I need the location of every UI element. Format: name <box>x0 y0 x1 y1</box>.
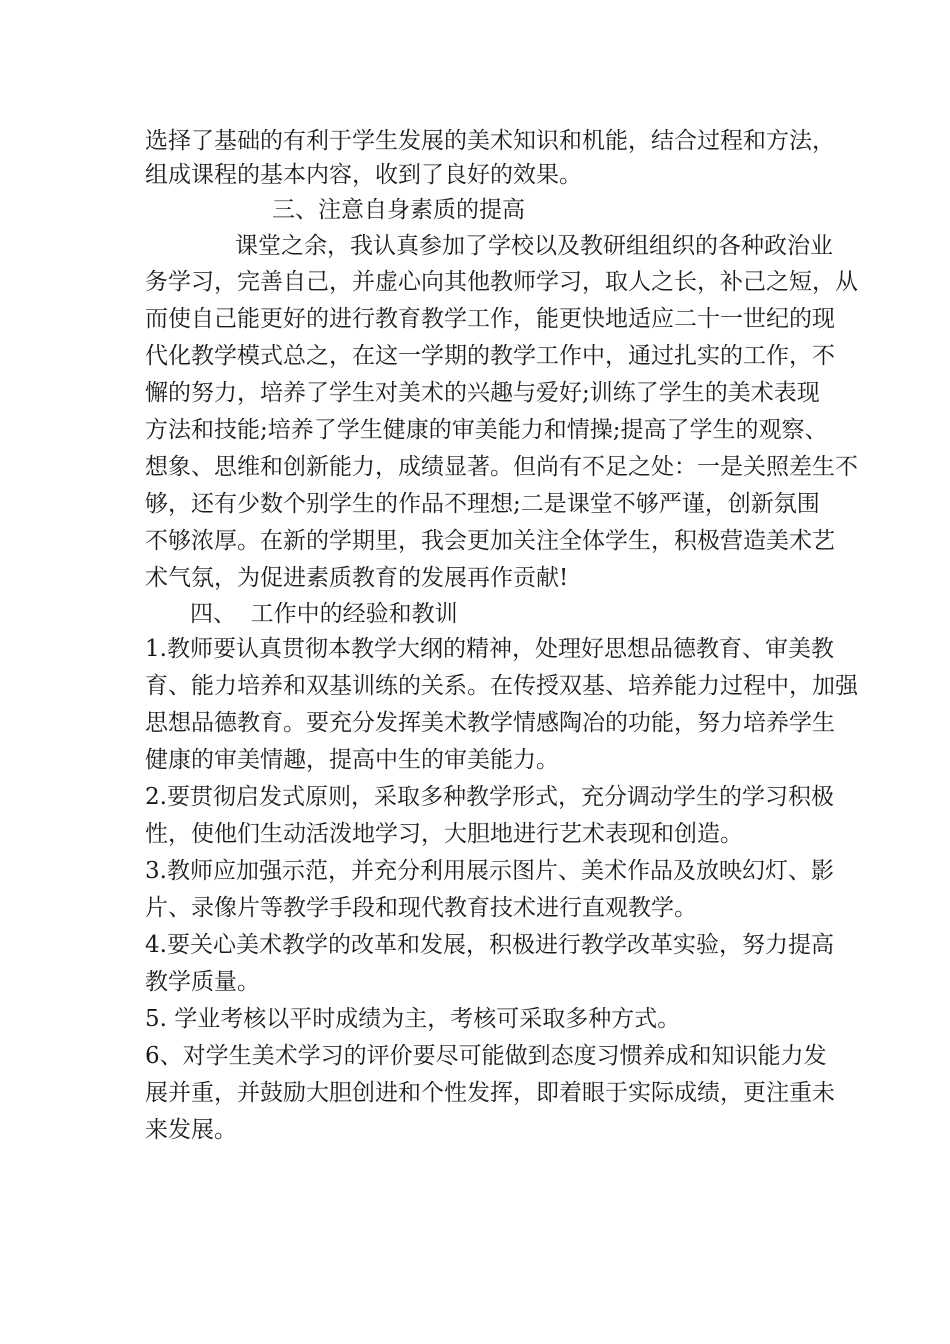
text-line: 6、对学生美术学习的评价要尽可能做到态度习惯养成和知识能力发 <box>145 1043 827 1069</box>
text-line: 展并重，并鼓励大胆创进和个性发挥，即着眼于实际成绩，更注重未 <box>145 1080 835 1106</box>
text-line: 性，使他们生动活泼地学习，大胆地进行艺术表现和创造。 <box>145 821 743 847</box>
text-line: 思想品德教育。要充分发挥美术教学情感陶冶的功能，努力培养学生 <box>145 710 835 736</box>
text-line: 选择了基础的有利于学生发展的美术知识和机能，结合过程和方法， <box>145 128 835 154</box>
text-line: 而使自己能更好的进行教育教学工作，能更快地适应二十一世纪的现 <box>145 306 835 332</box>
text-line: 来发展。 <box>145 1117 237 1143</box>
text-line: 懈的努力，培养了学生对美术的兴趣与爱好;训练了学生的美术表现 <box>145 380 820 406</box>
text-line: 4.要关心美术教学的改革和发展，积极进行教学改革实验，努力提高 <box>145 932 834 958</box>
text-line: 教学质量。 <box>145 969 260 995</box>
text-line: 组成课程的基本内容，收到了良好的效果。 <box>145 162 582 188</box>
text-line: 1.教师要认真贯彻本教学大纲的精神，处理好思想品德教育、审美教 <box>145 636 834 662</box>
text-line: 2.要贯彻启发式原则，采取多种教学形式，充分调动学生的学习积极 <box>145 784 834 810</box>
section-heading: 四、 工作中的经验和教训 <box>190 601 458 627</box>
text-line: 片、录像片等教学手段和现代教育技术进行直观教学。 <box>145 895 697 921</box>
text-line: 3.教师应加强示范，并充分利用展示图片、美术作品及放映幻灯、影 <box>145 858 834 884</box>
text-line: 育、能力培养和双基训练的关系。在传授双基、培养能力过程中，加强 <box>145 673 858 699</box>
text-line: 不够浓厚。在新的学期里，我会更加关注全体学生，积极营造美术艺 <box>145 528 835 554</box>
text-line: 够，还有少数个别学生的作品不理想;二是课堂不够严谨，创新氛围 <box>145 491 820 517</box>
text-line: 课堂之余，我认真参加了学校以及教研组组织的各种政治业 <box>235 233 833 259</box>
text-line: 术气氛，为促进素质教育的发展再作贡献! <box>145 565 569 591</box>
text-line: 代化教学模式总之，在这一学期的教学工作中，通过扎实的工作，不 <box>145 343 835 369</box>
text-line: 务学习，完善自己，并虚心向其他教师学习，取人之长，补己之短，从 <box>145 269 858 295</box>
section-heading: 三、注意自身素质的提高 <box>272 197 525 223</box>
text-line: 5. 学业考核以平时成绩为主，考核可采取多种方式。 <box>145 1006 681 1032</box>
text-line: 想象、思维和创新能力，成绩显著。但尚有不足之处：一是关照差生不 <box>145 454 858 480</box>
text-line: 健康的审美情趣，提高中生的审美能力。 <box>145 747 559 773</box>
text-line: 方法和技能;培养了学生健康的审美能力和情操;提高了学生的观察、 <box>145 417 828 443</box>
